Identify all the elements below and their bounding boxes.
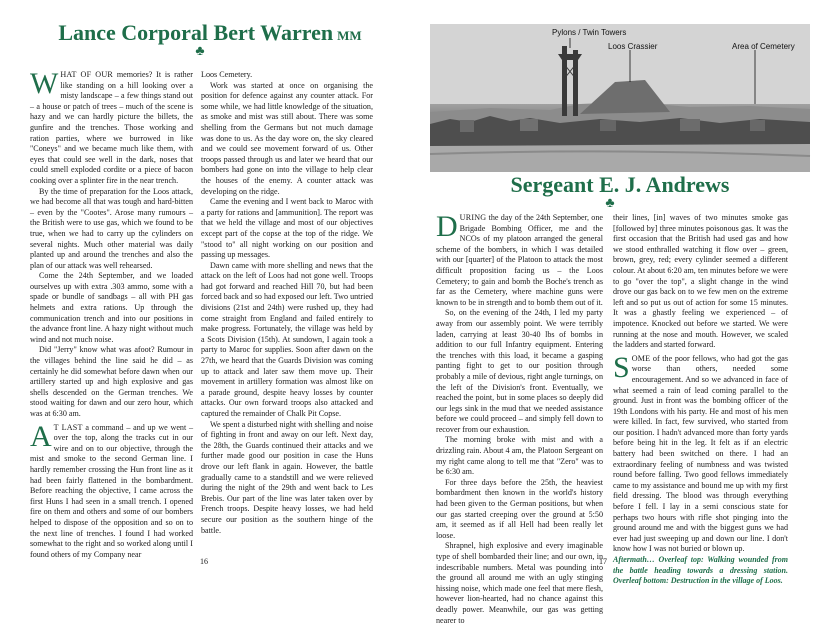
- paragraph-text: the day of the 24th September, one Brigade Bombing Officer, me and the NCOs of my platoon arranged the general scheme of the bombers, in which I was detailed with our [quarter] of the Platoon to attack the most difficult proposition facing us – the Loos Cemetery; to gain and bomb the Boche's trench as far as the Cemetery, where machine guns were known to be in strength and to bomb them out of it.: [436, 213, 603, 307]
- photo-label-crassier: Loos Crassier: [608, 42, 658, 51]
- battlefield-photo: [430, 24, 810, 172]
- paragraph-text: of the poor fellows, who had got the gas worse than others, needed some encouragement. And so we advanced in face of what seemed a rain of lead coming parallel to the ground. Just in front was the bombing officer of the 19th Londons with his party. He and most of his men were killed. In fact, few survived, who started from our position. I hadn't advanced more than forty yards before being hit in the leg. It felt as if an electric battery had been switched on there. I had an extraordinary feeling of numbness and was twisted round before falling. Two good fellows immediately came to my assistance and bound me up with my first field dressing. The blood was through everything before I fell. I lay in a semi conscious state for perhaps two hours with rifle shot pinging into the ground around me and with the biggest guns we had ever had just sweeping up and down our line. I don't know how I was not buried or blown up.: [613, 353, 788, 554]
- lead-in: T LAST: [53, 422, 83, 432]
- shamrock-icon: ♣: [605, 196, 615, 211]
- page-number: 17: [599, 557, 607, 566]
- paragraph: We spent a disturbed night with shelling and noise of fighting in front and away on our left. Next day, the 28th, the Guards continued their attacks and we further made good our position in case the Huns drove our left flank in again. However, the battle gradually came to a standstill and we were relieved during the night of the 29th and went back to Les Brebis. Our part of the line was later taken over by French troops. Despite heavy losses, we had held secure our position as the southern hinge of the battle.: [201, 419, 373, 535]
- photo-label-pylons: Pylons / Twin Towers: [552, 28, 627, 37]
- paragraph: Come the 24th September, and we loaded ourselves up with extra .303 ammo, some with a spade or bundle of sandbags – all with PH gas helmets and extra rations. Up through the communication trench and into our positions in the advance front line. A hazy night without much wind and not much noise.: [30, 271, 193, 344]
- paragraph: Did "Jerry" know what was afoot? Rumour in the villages behind the line said he did – as certainly he did somewhat before dawn when our artillery started up and high explosive and gas shells descended on the German trenches. We stood waiting for dawn and our zero hour, which was at 6:30 am.: [30, 345, 193, 418]
- paragraph: For three days before the 25th, the heaviest bombardment then known in the world's history had been given to the German positions, but when our gas started creeping over the ground at 5:50 am, it seemed as if all Hell had been really let loose.: [436, 477, 603, 540]
- drop-cap: A: [30, 419, 52, 453]
- shamrock-icon: ♣: [195, 44, 205, 59]
- paragraph: [436, 210, 603, 308]
- lead-in: HAT OF OUR: [60, 70, 113, 79]
- paragraph: Loos Cemetery.: [201, 70, 253, 79]
- right-page: [410, 0, 819, 625]
- drop-cap: D: [436, 210, 458, 243]
- right-page-title: Sergeant E. J. Andrews: [510, 172, 730, 197]
- paragraph-text: a command – and up we went – over the top, along the tracks cut in our wire and on to our objective, through the mist and smoke to the second German line. I hardly remember crossing the Hun front line as it had been fairly flattened in the bombardment. Before reaching the objective, I came across the first Huns I had seen in a small trench. I opened fire on them and others and some of our bombers helped to dispose of the opposition and so on to the next line of trenches. I found I had worked somewhat to the right and so worked along until I found others of my Company near: [30, 422, 193, 559]
- paragraph: their lines, [in] waves of two minutes smoke gas [followed by] three minutes poisonous gas. It was the first occasion that the British had used gas and how we stood enthralled watching it flow over – green, brown, grey, red; every cylinder seemed a different colour. At about 6:20 am, ten minutes before we were to go "over the top", a slight change in the wind drove our gas back on to we few men on the extreme left and so put us out of action for some 15 minutes. It was a ghastly feeling we experienced – of impotence. Knocked out before we started. We were running at the nose and mouth. However, we scaled the ladders and started forward.: [613, 213, 788, 350]
- paragraph: Shrapnel, high explosive and every imaginable type of shell bombarded their line; and our own, in indescribable numbers. Metal was pounding into the ground all around me with an ugly stinging hissing noise, which made one feel that mere flesh, however lion-hearted, had no chance against this deadly power. Meanwhile, our gas was getting nearer to: [436, 541, 603, 625]
- lead-in: URING: [459, 213, 487, 222]
- paragraph: [30, 419, 193, 561]
- paragraph-text: memories? It is rather like standing on a hill looking over a misty landscape – a few things stand out – a house or patch of trees – much of the scene is hazy and we can hardly picture the billets, the gunfire and the trenches. Those working and ration parties, where we burrowed in like "Coneys" and we became much like them, with eyes that could see well in the dark, noses that could smell exploded cordite or a piece of bacon cooking over a splinter fire in the near trench.: [30, 70, 193, 185]
- paragraph: Came the evening and I went back to Maroc with a party for rations and [ammunition]. The report was that we held the village and most of our objectives except part of the copse at the top of the ridge. We "stood to" all night working on our position and passing up messages.: [201, 197, 373, 260]
- paragraph: Dawn came with more shelling and news that the attack on the left of Loos had not gone well. Troops had got forward and reached Hill 70, but had been forced back and so had exposed our left. Two untried divisions (21st and 24th) were rushed up, they had come straight from England and failed entirely to make progress. Fortunately, the village was held by a Scots Division (15th). At sundown, I again took a party to Maroc for supplies. Soon after dawn on the 27th, we heard that the Guards Division was coming up to attack and later saw them move up. Their movement in artillery formation was almost like on a parade ground, despite heavy losses by counter attacks. Our own forward troops also attacked and captured the remainder of Chalk Pit Copse.: [201, 260, 373, 418]
- paragraph: The morning broke with mist and with a drizzling rain. About 4 am, the Platoon Sergeant on my right came along to tell me that "Zero" was to be 6:30 am.: [436, 435, 603, 477]
- left-column-2: [201, 70, 373, 540]
- paragraph: [30, 67, 193, 187]
- right-column-2: [613, 213, 788, 585]
- left-page: [0, 0, 410, 579]
- left-page-title: [30, 20, 390, 46]
- drop-cap: W: [30, 67, 59, 100]
- paragraph: [613, 350, 788, 555]
- paragraph: So, on the evening of the 24th, I led my party away from our assembly point. We were terribly laden, carrying at least 30-40 lbs of bombs in addition to our full Infantry equipment. Entering the trenches with this load, it became a gasping panting fight to get to our position through probably a mile of devious, right angle turnings, on the left of the Division's front. Eventually, we reached the point, but in some places so deeply did our legs sink in the mud that we needed assistance before we could proceed – and simply fell down to recover from our exhaustion.: [436, 308, 603, 434]
- left-title-rank: MM: [337, 28, 362, 43]
- paragraph: Work was started at once on organising the position for defence against any counter attack. For some while, we had little knowledge of the situation, as smoke and mist was still about. There was some shelling from the Germans but not much damage was done to us. As the day wore on, the sky cleared and we could see movement forward of us. Other troops passed through us and later we heard that our bombers had gone on into the village to help clear the houses of the enemy. A counter attack was developing on the ridge.: [201, 80, 373, 196]
- drop-cap: S: [613, 350, 630, 384]
- left-title-text: Lance Corporal Bert Warren: [58, 20, 334, 45]
- photo-caption: Aftermath… Overleaf top: Walking wounded from the battle heading towards a dressing station. Overleaf bottom: Destruction in the village of Loos.: [613, 555, 788, 585]
- photo-label-cemetery: Area of Cemetery: [732, 42, 795, 51]
- left-column-1: [30, 67, 193, 565]
- lead-in: OME: [631, 353, 651, 363]
- paragraph: By the time of preparation for the Loos attack, we had become all that was tough and hard-bitten – even by the "Cootes". Arose many rumours – the British were to use gas, which we found to be true, when we had to carry up the cylinders on several nights. Much other material was daily planted up and around the trenches and also the plan of our attack was well rehearsed.: [30, 186, 193, 270]
- page-number: 16: [200, 557, 208, 566]
